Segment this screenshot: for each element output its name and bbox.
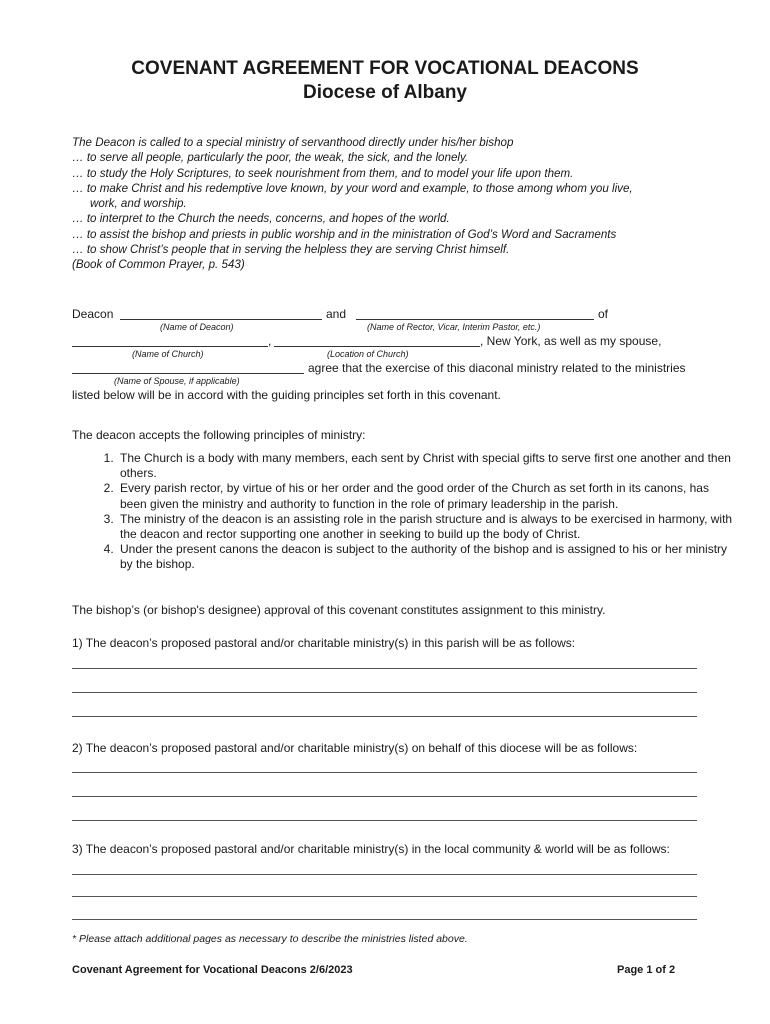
- intro-block: [72, 135, 732, 273]
- question-1: 1) The deacon’s proposed pastoral and/or charitable ministry(s) in this parish will be as follows:: [72, 636, 576, 650]
- caption-location: (Location of Church): [327, 349, 409, 359]
- of-label: of: [598, 307, 609, 321]
- caption-spouse: (Name of Spouse, if applicable): [114, 376, 240, 386]
- document-subtitle: Diocese of Albany: [302, 82, 467, 103]
- principles-intro: The deacon accepts the following principles of ministry:: [72, 428, 366, 442]
- intro-line: … to show Christ’s people that in serving the helpless they are serving Christ himself.: [72, 243, 510, 257]
- page-number: Page 1 of 2: [617, 964, 676, 976]
- question-3: 3) The deacon’s proposed pastoral and/or charitable ministry(s) in the local community & world will be as follows:: [72, 842, 670, 856]
- and-label: and: [326, 307, 347, 321]
- list-item: 2. Every parish rector, by virtue of his or her order and the good order of the Church as set forth in its canons, has been given the ministry and authority to function in the role of primary leadership in the parish.: [117, 481, 737, 511]
- answer-line-q1[interactable]: [72, 668, 697, 669]
- comma-separator: ,: [268, 334, 272, 348]
- footer-title: Covenant Agreement for Vocational Deacons 2/6/2023: [72, 964, 353, 976]
- principles-list: [72, 451, 737, 573]
- document-title: COVENANT AGREEMENT FOR VOCATIONAL DEACONS: [131, 58, 639, 79]
- list-item: 3. The ministry of the deacon is an assisting role in the parish structure and is always to be exercised in harmony, with the deacon and rector supporting one another in seeking to build up the body of Christ.: [117, 512, 737, 542]
- church-name-field[interactable]: [72, 335, 268, 347]
- state-text: , New York, as well as my spouse,: [480, 334, 662, 348]
- answer-line-q3[interactable]: [72, 919, 697, 920]
- approval-statement: The bishop’s (or bishop's designee) approval of this covenant constitutes assignment to this ministry.: [72, 603, 606, 617]
- answer-line-q3[interactable]: [72, 896, 697, 897]
- church-location-field[interactable]: [274, 335, 480, 347]
- intro-line: … to interpret to the Church the needs, concerns, and hopes of the world.: [72, 212, 450, 226]
- list-item: 1. The Church is a body with many members, each sent by Christ with special gifts to serve first one another and then others.: [117, 451, 737, 481]
- answer-line-q2[interactable]: [72, 772, 697, 773]
- rector-name-field[interactable]: [356, 308, 594, 320]
- answer-line-q1[interactable]: [72, 716, 697, 717]
- intro-citation: (Book of Common Prayer, p. 543): [72, 258, 245, 272]
- attachment-note: * Please attach additional pages as necessary to describe the ministries listed above.: [72, 933, 468, 945]
- deacon-name-field[interactable]: [120, 308, 322, 320]
- list-item: 4. Under the present canons the deacon is subject to the authority of the bishop and is assigned to his or her ministry by the bishop.: [117, 542, 737, 572]
- intro-line: … to make Christ and his redemptive love known, by your word and example, to those among whom you live,: [72, 181, 633, 195]
- answer-line-q3[interactable]: [72, 874, 697, 875]
- caption-deacon: (Name of Deacon): [160, 322, 234, 332]
- intro-line: work, and worship.: [90, 197, 187, 211]
- intro-line: … to serve all people, particularly the poor, the weak, the sick, and the lonely.: [72, 151, 469, 165]
- answer-line-q2[interactable]: [72, 820, 697, 821]
- caption-church: (Name of Church): [132, 349, 204, 359]
- question-2: 2) The deacon’s proposed pastoral and/or charitable ministry(s) on behalf of this diocese will be as follows:: [72, 741, 638, 755]
- listed-text: listed below will be in accord with the guiding principles set forth in this covenant.: [72, 388, 501, 402]
- agree-text: agree that the exercise of this diaconal ministry related to the ministries: [308, 361, 686, 375]
- intro-line: … to assist the bishop and priests in public worship and in the ministration of God’s Word and Sacraments: [72, 227, 617, 241]
- answer-line-q1[interactable]: [72, 692, 697, 693]
- intro-line: … to study the Holy Scriptures, to seek nourishment from them, and to model your life upon them.: [72, 166, 574, 180]
- intro-line: The Deacon is called to a special ministry of servanthood directly under his/her bishop: [72, 136, 514, 149]
- caption-rector: (Name of Rector, Vicar, Interim Pastor, etc.): [367, 322, 541, 332]
- answer-line-q2[interactable]: [72, 796, 697, 797]
- deacon-label: Deacon: [72, 307, 114, 321]
- spouse-name-field[interactable]: [72, 362, 304, 374]
